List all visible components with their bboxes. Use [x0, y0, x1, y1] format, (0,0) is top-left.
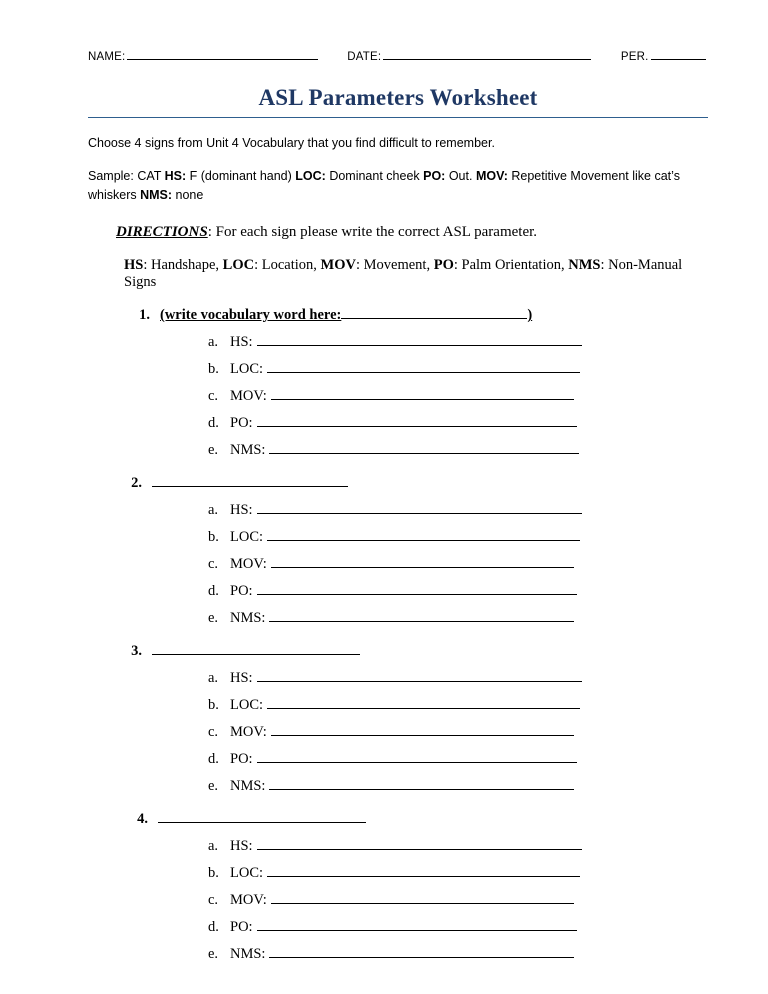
key-hs-abbr: HS — [124, 257, 144, 274]
subpart-row — [208, 695, 708, 714]
item-heading — [124, 305, 708, 324]
subpart-row — [208, 359, 708, 378]
answer-blank[interactable] — [271, 554, 574, 568]
subpart-letter: a. — [208, 670, 219, 687]
worksheet-item — [88, 305, 708, 459]
sample-paragraph — [88, 167, 708, 205]
name-label: NAME: — [88, 51, 126, 63]
item-number: 2. — [131, 475, 142, 492]
subpart-letter: a. — [208, 838, 219, 855]
subpart-label: MOV: — [230, 388, 267, 405]
answer-blank[interactable] — [269, 608, 574, 622]
subpart-row — [208, 554, 708, 573]
directions-line — [116, 224, 708, 241]
subpart-row — [208, 776, 708, 795]
subpart-row — [208, 413, 708, 432]
subpart-label: HS: — [230, 334, 253, 351]
period-label: PER. — [620, 51, 649, 63]
subpart-letter: b. — [208, 361, 219, 378]
sample-loc-label: LOC: — [295, 168, 326, 183]
date-blank[interactable] — [383, 48, 591, 60]
subpart-label: HS: — [230, 838, 253, 855]
title-divider — [88, 117, 708, 118]
answer-blank[interactable] — [271, 386, 574, 400]
item-heading — [122, 809, 708, 828]
subpart-row — [208, 836, 708, 855]
subpart-row — [208, 386, 708, 405]
answer-blank[interactable] — [269, 944, 574, 958]
sample-po-label: PO: — [423, 168, 446, 183]
subpart-letter: b. — [208, 529, 219, 546]
subpart-label: NMS: — [230, 610, 266, 627]
subpart-label: LOC: — [230, 697, 264, 714]
page-title: ASL Parameters Worksheet — [258, 85, 538, 110]
subpart-label: HS: — [230, 670, 253, 687]
item-prompt — [160, 305, 532, 324]
vocabulary-word-blank[interactable] — [152, 641, 360, 655]
subpart-letter: e. — [208, 442, 219, 459]
subpart-label: NMS: — [230, 442, 266, 459]
vocabulary-word-blank[interactable] — [341, 305, 527, 319]
key-nms-abbr: NMS — [568, 257, 601, 274]
subpart-row — [208, 668, 708, 687]
subpart-letter: d. — [208, 415, 219, 432]
answer-blank[interactable] — [271, 722, 574, 736]
subpart-letter: e. — [208, 946, 219, 963]
subpart-letter: a. — [208, 334, 219, 351]
subpart-row — [208, 917, 708, 936]
worksheet-item — [88, 809, 708, 963]
answer-blank[interactable] — [267, 695, 580, 709]
subpart-label: LOC: — [230, 529, 264, 546]
answer-blank[interactable] — [267, 863, 580, 877]
subpart-label: PO: — [230, 583, 253, 600]
subpart-letter: d. — [208, 751, 219, 768]
sample-nms-label: NMS: — [140, 187, 173, 202]
key-po-abbr: PO — [433, 257, 454, 274]
vocabulary-word-blank[interactable] — [158, 809, 366, 823]
worksheet-item — [88, 473, 708, 627]
subpart-label: PO: — [230, 919, 253, 936]
name-blank[interactable] — [127, 48, 317, 60]
date-label: DATE: — [347, 51, 382, 63]
subpart-label: NMS: — [230, 778, 266, 795]
subpart-label: LOC: — [230, 361, 264, 378]
subpart-label: PO: — [230, 751, 253, 768]
directions-text: : For each sign please write the correct ASL parameter. — [207, 224, 538, 241]
item-prompt-close: ) — [527, 307, 533, 324]
subpart-label: MOV: — [230, 724, 267, 741]
subpart-row — [208, 500, 708, 519]
student-info-line — [88, 48, 708, 63]
answer-blank[interactable] — [257, 332, 582, 346]
key-loc-abbr: LOC — [222, 257, 255, 274]
key-mov-abbr: MOV — [320, 257, 356, 274]
subpart-label: PO: — [230, 415, 253, 432]
parameter-key — [124, 257, 708, 291]
item-number: 3. — [131, 643, 142, 660]
subpart-label: MOV: — [230, 556, 267, 573]
subpart-row — [208, 440, 708, 459]
subpart-letter: c. — [208, 388, 219, 405]
subpart-row — [208, 527, 708, 546]
subpart-letter: e. — [208, 610, 219, 627]
answer-blank[interactable] — [257, 668, 582, 682]
answer-blank[interactable] — [257, 917, 577, 931]
item-number: 4. — [137, 811, 148, 828]
subpart-letter: e. — [208, 778, 219, 795]
answer-blank[interactable] — [257, 581, 577, 595]
subpart-label: HS: — [230, 502, 253, 519]
subpart-letter: a. — [208, 502, 219, 519]
subpart-row — [208, 332, 708, 351]
subpart-letter: b. — [208, 865, 219, 882]
period-blank[interactable] — [651, 48, 706, 60]
sample-nms-value: none — [172, 187, 204, 202]
item-subparts — [88, 668, 708, 795]
answer-blank[interactable] — [267, 527, 580, 541]
item-prompt-text: (write vocabulary word here: — [160, 307, 342, 324]
subpart-label: LOC: — [230, 865, 264, 882]
answer-blank[interactable] — [269, 440, 579, 454]
item-heading — [116, 473, 708, 492]
subpart-row — [208, 944, 708, 963]
answer-blank[interactable] — [257, 749, 577, 763]
intro-instruction: Choose 4 signs from Unit 4 Vocabulary that you find difficult to remember. — [88, 136, 495, 150]
sample-prefix: Sample: CAT — [88, 168, 165, 183]
subpart-letter: c. — [208, 724, 219, 741]
subpart-label: NMS: — [230, 946, 266, 963]
answer-blank[interactable] — [271, 890, 574, 904]
directions-heading: DIRECTIONS — [116, 224, 208, 241]
answer-blank[interactable] — [269, 776, 574, 790]
answer-blank[interactable] — [267, 359, 580, 373]
subpart-row — [208, 581, 708, 600]
sample-mov-label: MOV: — [475, 168, 508, 183]
worksheet-item — [88, 641, 708, 795]
subpart-letter: d. — [208, 919, 219, 936]
subpart-row — [208, 608, 708, 627]
subpart-row — [208, 749, 708, 768]
item-subparts — [88, 836, 708, 963]
answer-blank[interactable] — [257, 500, 582, 514]
subpart-row — [208, 722, 708, 741]
sample-loc-value: Dominant cheek — [325, 168, 424, 183]
answer-blank[interactable] — [257, 836, 582, 850]
key-nms-text: : Non-Manual Signs — [124, 257, 683, 291]
subpart-row — [208, 863, 708, 882]
subpart-letter: c. — [208, 556, 219, 573]
subpart-label: MOV: — [230, 892, 267, 909]
key-po-text: : Palm Orientation, — [453, 257, 569, 274]
item-subparts — [88, 500, 708, 627]
vocabulary-word-blank[interactable] — [152, 473, 348, 487]
subpart-row — [208, 890, 708, 909]
answer-blank[interactable] — [257, 413, 577, 427]
sample-po-value: Out. — [445, 168, 476, 183]
subpart-letter: c. — [208, 892, 219, 909]
key-hs-text: : Handshape, — [143, 257, 223, 274]
item-number: 1. — [139, 307, 150, 324]
subpart-letter: d. — [208, 583, 219, 600]
item-heading — [116, 641, 708, 660]
item-subparts — [88, 332, 708, 459]
subpart-letter: b. — [208, 697, 219, 714]
sample-hs-value: F (dominant hand) — [186, 168, 296, 183]
sample-mov-value: Repetitive Movement like cat’s whiskers — [88, 168, 680, 202]
sample-hs-label: HS: — [164, 168, 187, 183]
key-loc-text: : Location, — [254, 257, 321, 274]
key-mov-text: : Movement, — [355, 257, 434, 274]
title-block — [88, 85, 708, 118]
